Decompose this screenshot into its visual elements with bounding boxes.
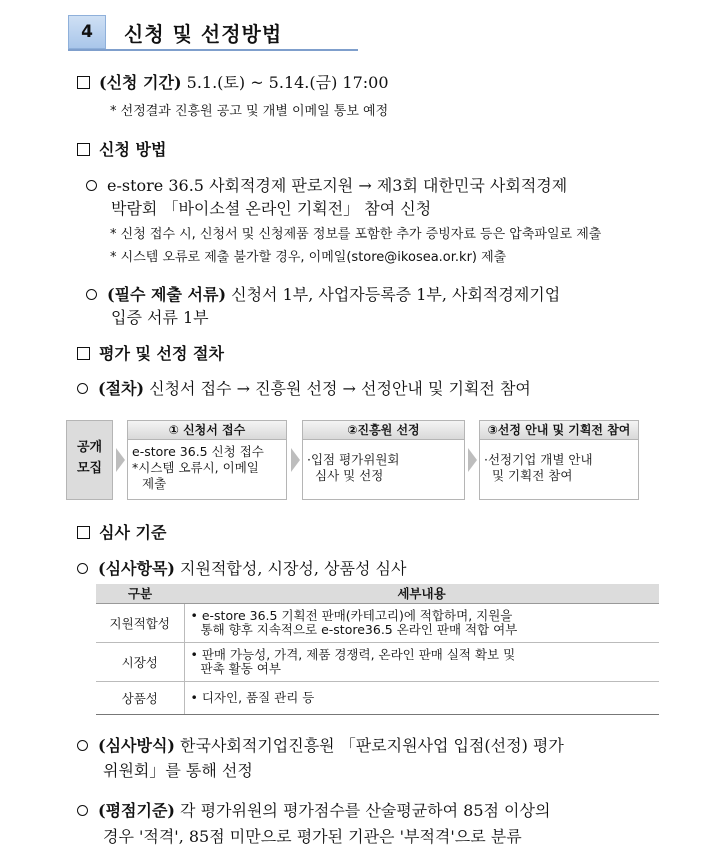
step-1-line2: *시스템 오류시, 이메일 <box>132 460 259 475</box>
period-value: 5.1.(토) ~ 5.14.(금) 17:00 <box>181 73 389 92</box>
checkbox-square-icon <box>77 143 90 156</box>
chevron-right-icon <box>291 448 300 472</box>
table-row <box>96 603 659 642</box>
chevron-right-icon <box>468 448 477 472</box>
method-title: 신청 방법 <box>99 140 167 159</box>
step-2-title: ②진흥원 선정 <box>303 421 464 440</box>
criteria-table <box>96 584 659 715</box>
step-3-line2: 및 기획전 참여 <box>492 468 573 483</box>
process-step-2 <box>302 420 465 500</box>
method-note-2: * 시스템 오류로 제출 불가할 경우, 이메일(store@ikosea.or.kr) 제출 <box>110 250 507 265</box>
process-lead-line2: 모집 <box>76 461 103 476</box>
checkbox-square-icon <box>77 526 90 539</box>
criteria-method-label: (심사방식) <box>98 736 175 755</box>
table-cell-category: 시장성 <box>96 642 184 681</box>
table-cell-line1: • e-store 36.5 기획전 판매(카테고리)에 적합하며, 지원을 <box>190 607 513 623</box>
checkbox-square-icon <box>77 76 90 89</box>
section-title: 신청 및 선정방법 <box>124 22 283 46</box>
criteria-items-text: 지원적합성, 시장성, 상품성 심사 <box>174 559 407 578</box>
section-header <box>68 15 358 51</box>
table-row <box>96 681 659 714</box>
table-cell-line2: 판촉 활동 여부 <box>200 660 281 676</box>
process-step-1 <box>127 420 287 500</box>
criteria-title: 심사 기준 <box>99 523 167 542</box>
step-1-line1: e-store 36.5 신청 접수 <box>132 444 264 459</box>
process-lead-line1: 공개 <box>76 440 103 455</box>
method-item-1-line1: e-store 36.5 사회적경제 판로지원 → 제3회 대한민국 사회적경제 <box>107 176 568 195</box>
procedure-text: 신청서 접수 → 진흥원 선정 → 선정안내 및 기획전 참여 <box>144 379 531 398</box>
criteria-score-label: (평점기준) <box>98 801 175 820</box>
circle-bullet-icon <box>77 383 88 394</box>
step-3-body <box>480 440 638 484</box>
criteria-items-line <box>77 556 406 579</box>
period-note: * 선정결과 진흥원 공고 및 개별 이메일 통보 예정 <box>110 104 389 119</box>
section-number: 4 <box>68 15 106 49</box>
process-lead-box <box>66 420 113 500</box>
method-docs <box>86 282 560 305</box>
table-cell-details <box>184 681 659 714</box>
criteria-items-label: (심사항목) <box>98 559 175 578</box>
table-cell-line1: • 판매 가능성, 가격, 제품 경쟁력, 온라인 판매 실적 확보 및 <box>190 646 516 662</box>
procedure-heading <box>77 341 224 364</box>
docs-line1: 신청서 1부, 사업자등록증 1부, 사회적경제기업 <box>226 285 561 304</box>
circle-bullet-icon <box>77 805 88 816</box>
criteria-score-line <box>77 798 550 821</box>
table-cell-details <box>184 642 659 681</box>
step-1-line3: 제출 <box>142 476 167 491</box>
step-1-body <box>128 440 286 492</box>
table-cell-category: 지원적합성 <box>96 603 184 642</box>
period-line <box>77 70 389 93</box>
process-step-3 <box>479 420 639 500</box>
method-note-1: * 신청 접수 시, 신청서 및 신청제품 정보를 포함한 추가 증빙자료 등은 압축파일로 제출 <box>110 227 602 242</box>
criteria-method-line2: 위원회」를 통해 선정 <box>103 761 253 780</box>
procedure-title: 평가 및 선정 절차 <box>99 344 224 363</box>
method-heading <box>77 137 166 160</box>
table-cell-category: 상품성 <box>96 681 184 714</box>
method-item-1 <box>86 173 567 196</box>
criteria-method-line <box>77 733 564 756</box>
period-label: (신청 기간) <box>99 73 182 92</box>
step-2-body <box>303 440 464 484</box>
table-cell-line2: 통해 향후 지속적으로 e-store36.5 온라인 판매 적합 여부 <box>200 621 518 637</box>
circle-bullet-icon <box>77 740 88 751</box>
circle-bullet-icon <box>86 180 97 191</box>
step-1-title: ① 신청서 접수 <box>128 421 286 440</box>
step-2-line2: 심사 및 선정 <box>315 468 384 483</box>
criteria-score-line1: 각 평가위원의 평가점수를 산술평균하여 85점 이상의 <box>174 801 551 820</box>
criteria-method-line1: 한국사회적기업진흥원 「판로지원사업 입점(선정) 평가 <box>174 736 564 755</box>
chevron-right-icon <box>116 448 125 472</box>
criteria-heading <box>77 520 166 543</box>
step-2-line1: ·입점 평가위원회 <box>307 452 400 467</box>
procedure-label: (절차) <box>98 379 145 398</box>
table-header-row <box>96 584 659 603</box>
docs-line2: 입증 서류 1부 <box>111 308 209 327</box>
table-header-details: 세부내용 <box>184 584 659 603</box>
docs-label: (필수 제출 서류) <box>107 285 227 304</box>
step-3-line1: ·선정기업 개별 안내 <box>484 452 593 467</box>
table-cell-details <box>184 603 659 642</box>
procedure-line <box>77 376 531 399</box>
table-row <box>96 642 659 681</box>
checkbox-square-icon <box>77 347 90 360</box>
criteria-score-line2: 경우 '적격', 85점 미만으로 평가된 기관은 '부적격'으로 분류 <box>103 827 522 846</box>
circle-bullet-icon <box>86 289 97 300</box>
method-item-1-line2: 박람회 「바이소셜 온라인 기획전」 참여 신청 <box>111 199 432 218</box>
table-cell-line1: • 디자인, 품질 관리 등 <box>190 689 315 705</box>
step-3-title: ③선정 안내 및 기획전 참여 <box>480 421 638 440</box>
circle-bullet-icon <box>77 563 88 574</box>
table-header-category: 구분 <box>96 584 184 603</box>
